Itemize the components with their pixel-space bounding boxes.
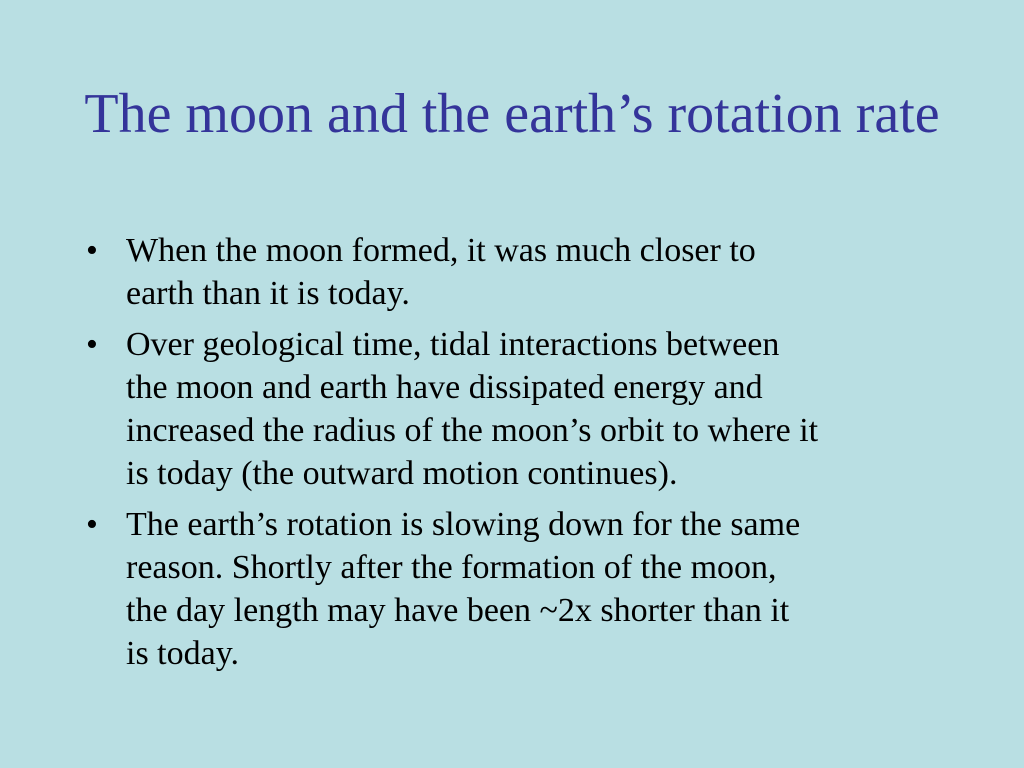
bullet-text bbox=[126, 323, 946, 495]
bullet-line: is today. bbox=[126, 635, 240, 672]
bullet-line: earth than it is today. bbox=[126, 275, 410, 312]
bullet-line: the moon and earth have dissipated energy and bbox=[126, 369, 763, 406]
bullet-item bbox=[86, 229, 946, 315]
bullet-line: When the moon formed, it was much closer to bbox=[126, 232, 756, 269]
bullet-line: reason. Shortly after the formation of the moon, bbox=[126, 549, 777, 586]
bullet-line: is today (the outward motion continues). bbox=[126, 455, 678, 492]
bullet-text bbox=[126, 503, 946, 675]
bullet-line: Over geological time, tidal interactions between bbox=[126, 326, 780, 363]
bullet-item bbox=[86, 323, 946, 495]
bullet-marker-icon: • bbox=[86, 232, 98, 269]
bullet-marker-icon: • bbox=[86, 506, 98, 543]
bullet-line: the day length may have been ~2x shorter than it bbox=[126, 592, 790, 629]
bullet-item bbox=[86, 503, 946, 675]
bullet-text bbox=[126, 229, 946, 315]
bullet-marker-icon: • bbox=[86, 326, 98, 363]
bullet-list bbox=[86, 229, 946, 683]
bullet-line: The earth’s rotation is slowing down for the same bbox=[126, 506, 801, 543]
slide-title: The moon and the earth’s rotation rate bbox=[84, 83, 940, 145]
bullet-line: increased the radius of the moon’s orbit to where it bbox=[126, 412, 819, 449]
